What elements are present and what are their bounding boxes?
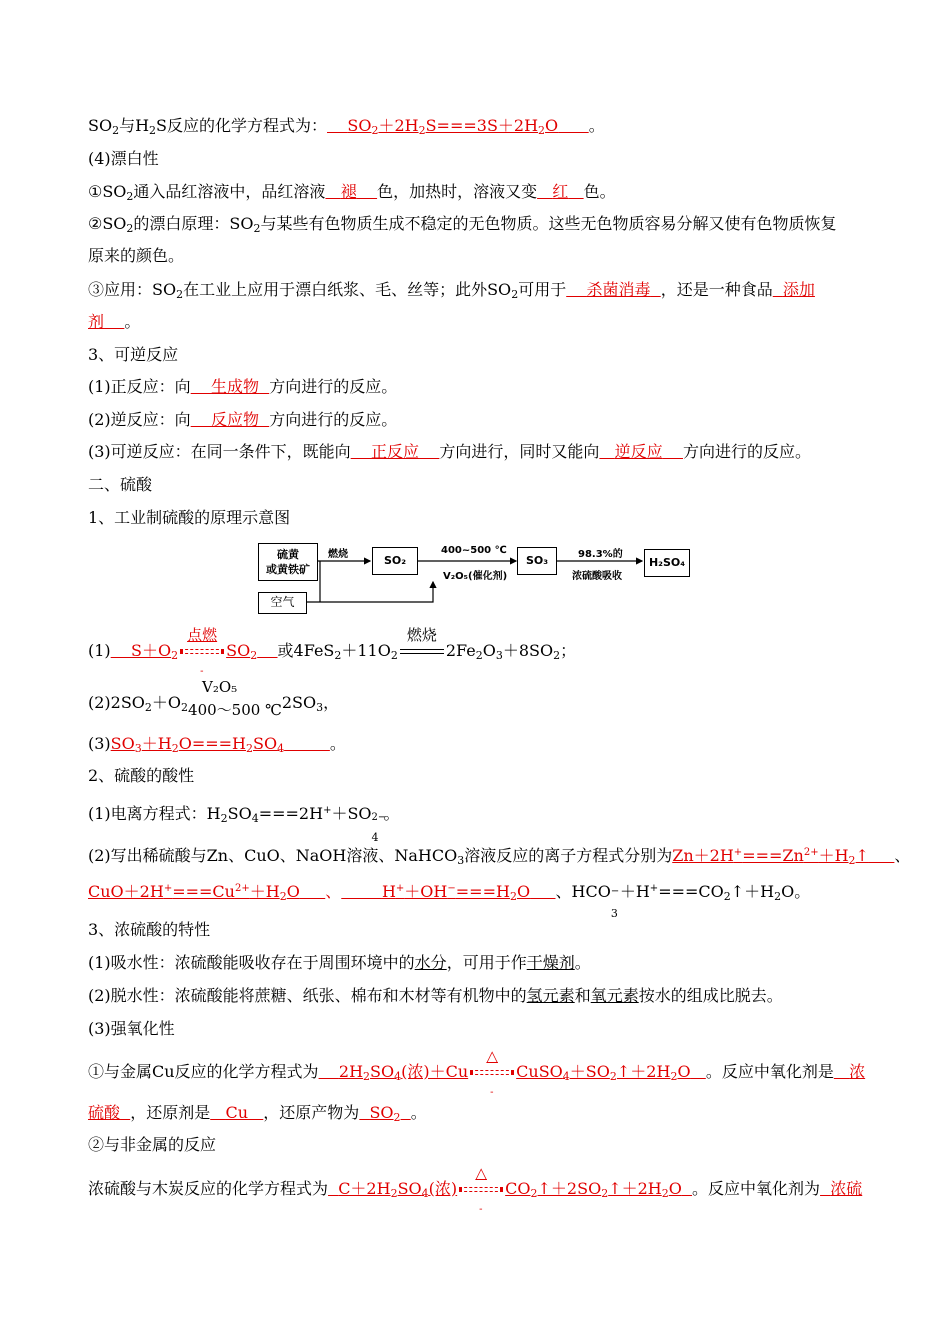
reversible-reaction-line: (3)可逆反应：在同一条件下，既能向 正反应 方向进行，同时又能向 逆反应 方向进行的反应。 — [88, 442, 812, 461]
answer-blank: Cu — [225, 1103, 249, 1122]
ionic-equations-line-1: (2)写出稀硫酸与Zn、CuO、NaOH溶液、NaHCO$_3$溶液反应的离子方程式分别为$Zn+2H^+===Zn^{2+}+H_2↑$ 、 — [88, 846, 911, 867]
cu-reaction-line-2: 硫酸 ，还原剂是 Cu ，还原产物为 $SO_2$ 。 — [88, 1103, 427, 1124]
answer-blank: 红 — [552, 182, 569, 201]
ionization-line: (1)电离方程式：$H_2SO_4===2H^++SO$ 2− 4 。 — [88, 804, 400, 844]
heading-bleaching: (4)漂白性 — [88, 149, 159, 168]
catalyst-label: V₂O₅(催化剂) — [443, 571, 508, 582]
absorb-label-bottom: 浓硫酸吸收 — [572, 571, 622, 582]
heading-sulfuric-acid: 二、硫酸 — [88, 475, 153, 494]
answer-blank: 生成物 — [211, 377, 260, 396]
answer-blank: 杀菌消毒 — [586, 280, 651, 299]
answer-blank: 浓硫 — [830, 1179, 863, 1198]
bleaching-line-2: $②SO_2$的漂白原理：$SO_2$与某些有色物质生成不稳定的无色物质。这些无色物质容易分解又使有色物质恢复 — [88, 214, 837, 235]
heading-concentrated: 3、浓硫酸的特性 — [88, 920, 211, 939]
answer-blank: 剂 — [88, 312, 105, 331]
dehydration-line: (2)脱水性：浓硫酸能将蔗糖、纸张、棉布和木材等有机物中的氢元素和氧元素按水的组成比脱去。 — [88, 986, 783, 1005]
sulfur-combustion-line: (1) $S+O_2$ 点燃 - $SO_2$ 或$4FeS_2+11O_2$ 燃烧 $2Fe_2O_3+8SO_2$； — [88, 626, 577, 677]
so2-h2s-equation-line: $SO_2$与$H_2S$反应的化学方程式为： $SO_2+2H_2S===3S+2H_2O$ 。 — [88, 116, 605, 137]
temperature-label: 400~500 ℃ — [441, 545, 507, 556]
answer-blank: $Zn+2H^+===Zn^{2+}+H_2↑$ — [672, 846, 869, 867]
heading-oxidizing: (3)强氧化性 — [88, 1019, 175, 1038]
heading-reversible: 3、可逆反应 — [88, 345, 179, 364]
answer-blank: 硫酸 — [88, 1103, 121, 1122]
answer-blank: 添加 — [782, 280, 815, 299]
absorb-label-top: 98.3%的 — [578, 549, 623, 560]
answer-blank: $H^++OH^-===H_2O$ — [381, 882, 531, 903]
h2so4-box: H₂SO₄ — [644, 549, 690, 577]
reverse-reaction-line: (2)逆反应：向 反应物 方向进行的反应。 — [88, 410, 398, 429]
answer-blank: 褪 — [340, 182, 357, 201]
catalyst-over-label: V₂O₅ — [202, 678, 238, 696]
carbon-reaction-line: 浓硫酸与木炭反应的化学方程式为 $C+2H_2SO_4$(浓) △ - $CO_2↑+2SO_2↑+2H_2O$ 。反应中氧化剂为 浓硫 — [88, 1164, 863, 1215]
answer-blank: 反应物 — [211, 410, 260, 429]
so2-oxidation-line: $(2)2SO_2+O_2400\sim 500$ $℃2SO_3$， — [88, 693, 340, 719]
answer-blank: $2H_2SO_4$(浓)＋Cu — [338, 1062, 469, 1083]
bleaching-line-3: ③应用：$SO_2$在工业上应用于漂白纸浆、毛、丝等；此外$SO_2$可用于 杀菌消毒 ，还是一种食品 添加 — [88, 280, 815, 301]
answer-blank: $CuO+2H^+===Cu^{2+}+H_2O$ — [88, 882, 300, 903]
answer-blank: $C+2H_2SO_4$(浓) — [338, 1179, 458, 1200]
bleaching-line-2b: 原来的颜色。 — [88, 246, 185, 265]
condition-heat: △ - — [468, 1061, 516, 1083]
bleaching-line-3b: 剂 。 — [88, 312, 141, 331]
answer-blank: $SO_2$ — [369, 1103, 401, 1124]
so3-box: SO₃ — [517, 547, 557, 575]
answer-blank: 正反应 — [371, 442, 420, 461]
bleaching-line-1: $①SO_2$通入品红溶液中，品红溶液 褪 色，加热时，溶液又变 红 色。 — [88, 182, 616, 203]
ionic-equations-line-2: $CuO+2H^+===Cu^{2+}+H_2O$ 、 $H^++OH^-===H_2O$ 、HCO − 3 $+H^+===CO_2↑+H_2O$。 — [88, 882, 811, 920]
forward-reaction-line: (1)正反应：向 生成物 方向进行的反应。 — [88, 377, 398, 396]
answer-blank: $SO_2+2H_2S===3S+2H_2O$ — [347, 116, 559, 137]
so3-absorption-line: $(3)SO_3+H_2O===H_2SO_4$ 。 — [88, 734, 346, 755]
answer-blank: 逆反应 — [614, 442, 663, 461]
answer-blank: 浓 — [849, 1062, 866, 1081]
water-absorption-line: (1)吸水性：浓硫酸能吸收存在于周围环境中的水分，可用于作干燥剂。 — [88, 953, 591, 972]
burn-label: 燃烧 — [328, 549, 348, 560]
answer-blank: $SO_3+H_2O===H_2SO_4$ — [110, 734, 285, 755]
heading-acidity: 2、硫酸的酸性 — [88, 766, 195, 785]
so2-box: SO₂ — [372, 547, 418, 575]
heading-industrial: 1、工业制硫酸的原理示意图 — [88, 508, 291, 527]
condition-burn: 燃烧 — [398, 640, 446, 662]
cu-reaction-line: ①与金属Cu反应的化学方程式为 $2H_2SO_4$(浓)＋Cu △ - $CuSO_4+SO_2↑+2H_2O$ 。反应中氧化剂是 浓 — [88, 1047, 866, 1098]
condition-heat: △ - — [457, 1178, 505, 1200]
condition-ignite: 点燃 - — [178, 640, 226, 662]
answer-blank: $S+O_2$ — [131, 641, 179, 662]
raw-material-box: 硫黄 或黄铁矿 — [258, 543, 318, 581]
air-box: 空气 — [258, 592, 307, 614]
heading-nonmetal: ②与非金属的反应 — [88, 1135, 217, 1154]
